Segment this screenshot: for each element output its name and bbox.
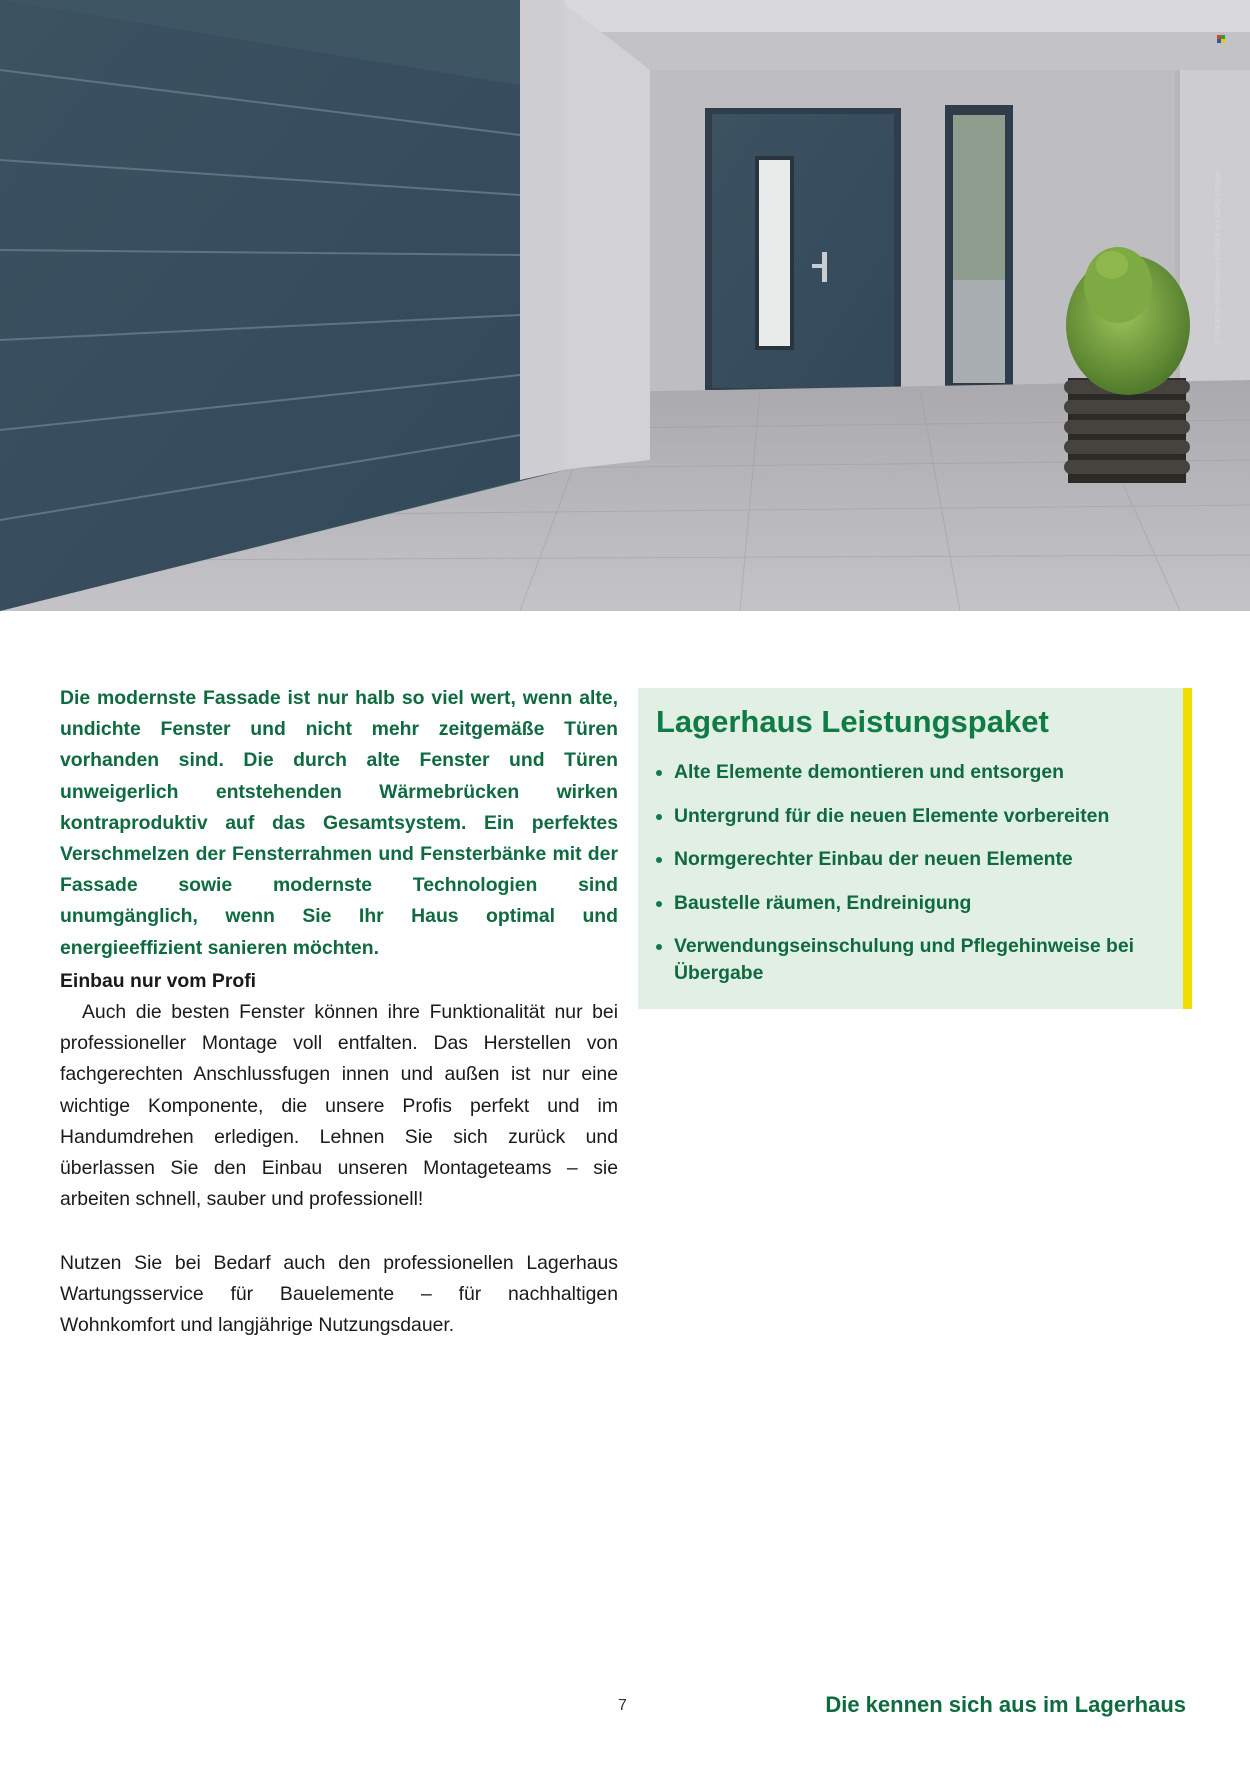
list-item xyxy=(656,846,1176,873)
list-item-text: Normgerechter Einbau der neuen Elemente xyxy=(674,848,1073,870)
section-heading: Einbau nur vom Profi xyxy=(60,970,257,992)
list-item xyxy=(656,759,1176,786)
body-paragraph-1: Auch die besten Fenster können ihre Funktionalität nur bei professioneller Montage voll entfalten. Das Herstellen von fachgerechten Anschlussfugen innen und außen ist nur eine wichtige Komponente, die unsere Profis perfekt und im Handumdrehen erledigen. Lehnen Sie sich zurück und überlassen Sie den Einbau unseren Montageteams – sie arbeiten schnell, sauber und professionell! xyxy=(60,1001,618,1211)
bullet-icon xyxy=(656,770,662,776)
service-package-list xyxy=(656,759,1176,1003)
list-item xyxy=(656,803,1176,830)
house-entrance-illustration xyxy=(0,0,1250,611)
bullet-icon xyxy=(656,944,662,950)
list-item-text: Baustelle räumen, Endreinigung xyxy=(674,891,972,914)
bullet-icon xyxy=(656,901,662,907)
list-item xyxy=(656,890,1176,917)
list-item xyxy=(656,933,1176,986)
bullet-icon xyxy=(656,857,662,863)
photo-credit: © KatarzynaBialasiewicz/iStock via Getty Images xyxy=(1213,170,1222,344)
footer-slogan: Die kennen sich aus im Lagerhaus xyxy=(825,1692,1186,1717)
planter xyxy=(1064,247,1190,483)
service-package-title: Lagerhaus Leistungspaket xyxy=(656,704,1049,739)
body-paragraph-2: Nutzen Sie bei Bedarf auch den professionellen Lagerhaus Wartungsservice für Bauelemente – für nachhaltigen Wohnkomfort und langjährige Nutzungsdauer. xyxy=(60,1252,618,1337)
list-item-text: Alte Elemente demontieren und entsorgen xyxy=(674,761,1065,783)
list-item-text: Verwendungseinschulung und Pflegehinweise bei Übergabe xyxy=(674,935,1135,984)
intro-paragraph: Die modernste Fassade ist nur halb so viel wert, wenn alte, undichte Fenster und nicht mehr zeitgemäße Türen vorhanden sind. Die durch alte Fenster und Türen unweigerlich entstehenden Wärmebrücken wirken kontraproduktiv auf das Gesamtsystem. Ein perfektes Verschmelzen der Fensterrahmen und Fensterbänke mit der Fassade sowie modernste Technologien sind unumgänglich, wenn Sie Ihr Haus optimal und energieeffizient sanieren möchten. xyxy=(60,687,618,959)
list-item-text: Untergrund für die neuen Elemente vorbereiten xyxy=(674,804,1110,827)
page-number: 7 xyxy=(618,1697,627,1714)
hero-photo xyxy=(0,0,1250,611)
service-package-box xyxy=(638,688,1192,1009)
bullet-icon xyxy=(656,814,662,820)
